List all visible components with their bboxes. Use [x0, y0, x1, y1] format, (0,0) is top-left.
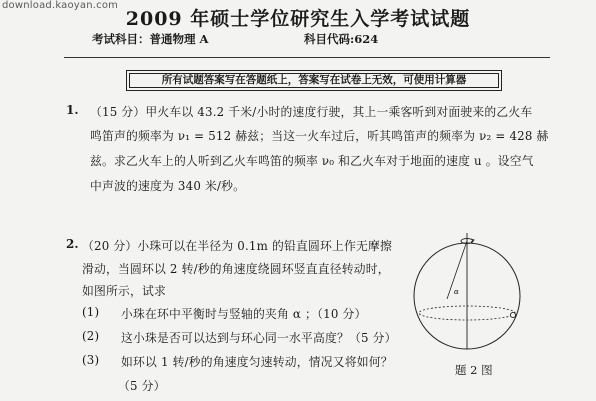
- part-3-number: (3): [82, 353, 100, 367]
- part-1-text: 小珠在环中平衡时与竖轴的夹角 α ；（10 分）: [121, 307, 367, 321]
- part-3-score: （5 分）: [118, 379, 166, 393]
- exam-subject: 考试科目：普通物理 A: [92, 32, 209, 46]
- part-3-text: 如环以 1 转/秒的角速度匀速转动，情况又将如何？: [121, 355, 393, 369]
- question-1-line: 中声波的速度为 340 米/秒。: [90, 179, 246, 193]
- angle-label: α: [454, 288, 459, 296]
- part-1-number: (1): [82, 305, 100, 319]
- rotating-hoop-figure: [409, 231, 527, 351]
- question-1-number: 1.: [66, 103, 79, 117]
- part-2-number: (2): [82, 329, 100, 343]
- header-divider: [64, 57, 550, 58]
- bead-icon: [510, 312, 515, 317]
- subject-code: 科目代码:624: [304, 32, 379, 46]
- figure-caption: 题 2 图: [455, 363, 493, 377]
- watermark-url: download.kaoyan.com: [2, 0, 119, 11]
- question-2-number: 2.: [66, 237, 79, 251]
- question-1-line: 鸣笛声的频率为 ν₁ = 512 赫兹；当这一火车过后，听其鸣笛声的频率为 ν₂ = 428 赫: [90, 129, 549, 143]
- part-2-text: 这小珠是否可以达到与环心同一水平高度？（5 分）: [121, 331, 397, 345]
- question-1-line: （15 分）甲火车以 43.2 千米/小时的速度行驶，其上一乘客听到对面驶来的乙火车: [90, 105, 533, 119]
- answer-notice-box: 所有试题答案写在答题纸上，答案写在试卷上无效，可使用计算器: [126, 70, 502, 91]
- page-title: 2009 年硕士学位研究生入学考试试题: [125, 8, 471, 30]
- question-2-line: （20 分）小珠可以在半径为 0.1m 的铅直圆环上作无摩擦: [82, 239, 392, 253]
- question-2-line: 如图所示，试求: [82, 284, 166, 298]
- question-1-line: 兹。求乙火车上的人听到乙火车鸣笛的频率 ν₀ 和乙火车对于地面的速度 u 。设空气: [90, 154, 534, 168]
- question-2-line: 滑动，当圆环以 2 转/秒的角速度绕圆环竖直直径转动时，: [82, 262, 390, 276]
